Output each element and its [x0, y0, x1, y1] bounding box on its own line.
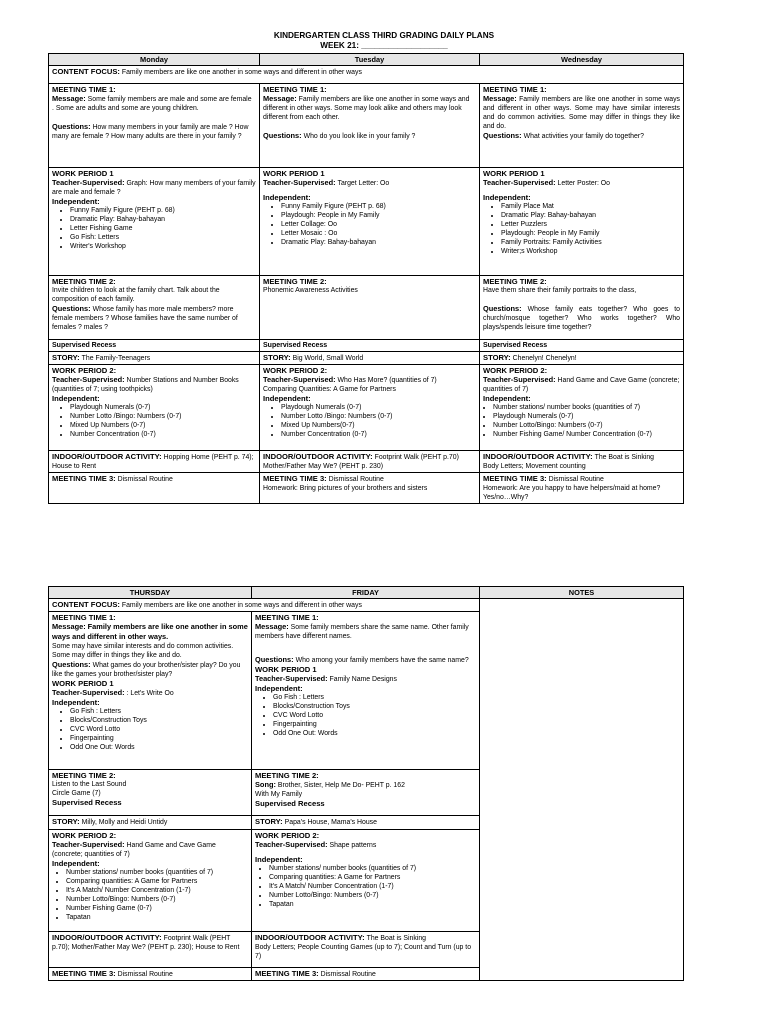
mt1-heading: MEETING TIME 1:	[263, 85, 327, 94]
wednesday-activity	[480, 451, 684, 473]
activity-text: The Boat is Sinking	[594, 454, 655, 461]
independent-label: Independent:	[483, 394, 531, 403]
activity-text: Footprint Walk (PEHT p.70) Mother/Father May We? (PEHT p. 230)	[263, 454, 459, 470]
list-item: • CVC Word Lotto	[70, 725, 248, 734]
teacher-supervised-label: Teacher-Supervised:	[483, 178, 556, 187]
teacher-supervised-label: Teacher-Supervised:	[483, 375, 556, 384]
tuesday-recess: Supervised Recess	[260, 340, 480, 352]
content-focus-label: CONTENT FOCUS:	[52, 600, 120, 609]
activity-text: The Boat is Sinking	[366, 935, 427, 942]
wp2-heading: WORK PERIOD 2:	[263, 366, 328, 375]
teacher-supervised-text: Who Has More? (quantities of 7)	[337, 377, 437, 384]
list-item: • Playdough Numerals (0-7)	[493, 412, 680, 421]
list-item: • Letter Mosaic : Oo	[281, 229, 476, 238]
independent-list	[52, 868, 248, 922]
tuesday-meeting-time-2	[260, 276, 480, 340]
content-focus-row	[49, 599, 480, 612]
wednesday-story	[480, 352, 684, 365]
independent-label: Independent:	[263, 394, 311, 403]
independent-list	[483, 202, 680, 256]
wp1-heading: WORK PERIOD 1	[483, 169, 545, 178]
teacher-supervised-label: Teacher-Supervised:	[255, 840, 328, 849]
message-label: Message:	[263, 94, 297, 103]
wednesday-work-period-1	[480, 168, 684, 276]
story-label: STORY:	[255, 817, 283, 826]
monday-meeting-time-2	[49, 276, 260, 340]
mt2-heading: MEETING TIME 2:	[483, 277, 547, 286]
questions-label: Questions:	[483, 304, 522, 313]
friday-work-period-2	[252, 830, 480, 932]
list-item: • Number stations/ number books (quantities of 7)	[66, 868, 248, 877]
list-item: • Comparing quantities: A Game for Partners	[66, 877, 248, 886]
monday-story	[49, 352, 260, 365]
independent-label: Independent:	[52, 197, 100, 206]
questions-text: Whose family has more male members? more female members ? Whose families have the same number of females ? males ?	[52, 306, 238, 331]
activity-label: INDOOR/OUTDOOR ACTIVITY:	[263, 452, 373, 461]
thursday-activity	[49, 932, 252, 968]
teacher-supervised-label: Teacher-Supervised:	[263, 375, 336, 384]
friday-meeting-time-2	[252, 770, 480, 816]
independent-label: Independent:	[255, 684, 303, 693]
activity-text: Hopping Home (PEHT p. 74); House to Rent	[52, 454, 254, 470]
list-item: • Funny Family Figure (PEHT p. 68)	[281, 202, 476, 211]
list-item: • Go Fish : Letters	[70, 707, 248, 716]
friday-activity	[252, 932, 480, 968]
homework-text: Homework: Are you happy to have helpers/maid at home? Yes/no…Why?	[483, 485, 661, 501]
mt3-label: MEETING TIME 3:	[52, 969, 116, 978]
monday-meeting-time-3	[49, 473, 260, 504]
day-header-monday: Monday	[49, 54, 260, 66]
teacher-supervised-text: Family Name Designs	[329, 676, 397, 683]
list-item: • Writer's Workshop	[70, 242, 256, 251]
content-focus-text: Family members are like one another in some ways and different in other ways	[121, 69, 362, 76]
list-item: • Letter Puzzlers	[501, 220, 680, 229]
mt2-text: Have them share their family portraits to the class,	[483, 287, 637, 294]
mt3-label: MEETING TIME 3:	[255, 969, 319, 978]
independent-list	[52, 206, 256, 251]
list-item: • Go Fish : Letters	[273, 693, 476, 702]
tuesday-meeting-time-3	[260, 473, 480, 504]
mt1-heading: MEETING TIME 1:	[483, 85, 547, 94]
list-item: • Blocks/Construction Toys	[70, 716, 248, 725]
monday-meeting-time-1	[49, 84, 260, 168]
activity-label: INDOOR/OUTDOOR ACTIVITY:	[52, 933, 162, 942]
mt2-text-2: Circle Game (7)	[52, 790, 101, 797]
friday-meeting-time-1-work-period-1	[252, 612, 480, 770]
wednesday-recess: Supervised Recess	[480, 340, 684, 352]
independent-list	[52, 707, 248, 752]
thursday-meeting-time-2	[49, 770, 252, 816]
thursday-work-period-2	[49, 830, 252, 932]
story-label: STORY:	[483, 353, 511, 362]
tuesday-story	[260, 352, 480, 365]
content-focus-label: CONTENT FOCUS:	[52, 67, 120, 76]
mt2-text: Listen to the Last Sound	[52, 781, 127, 788]
questions-label: Questions:	[483, 131, 522, 140]
list-item: • It's A Match/ Number Concentration (1-7)	[66, 886, 248, 895]
list-item: • Dramatic Play: Bahay-bahayan	[281, 238, 476, 247]
list-item: • Number Lotto /Bingo: Numbers (0-7)	[281, 412, 476, 421]
list-item: • Tapatan	[269, 900, 476, 909]
list-item: • Tapatan	[66, 913, 248, 922]
independent-list	[483, 403, 680, 439]
friday-meeting-time-3	[252, 968, 480, 981]
list-item: • Letter Collage: Oo	[281, 220, 476, 229]
questions-text: How many members in your family are male ? How many are female ? How many adults are there in your family ?	[52, 124, 249, 140]
wp1-heading: WORK PERIOD 1	[52, 679, 114, 688]
list-item: • Comparing quantities: A Game for Partners	[269, 873, 476, 882]
teacher-supervised-label: Teacher-Supervised:	[52, 688, 125, 697]
wednesday-meeting-time-3	[480, 473, 684, 504]
list-item: • Number Lotto/Bingo: Numbers (0-7)	[66, 895, 248, 904]
list-item: • Odd One Out: Words	[273, 729, 476, 738]
recess-label: Supervised Recess	[52, 798, 122, 807]
top-plan-table	[48, 53, 684, 504]
teacher-supervised-text: Target Letter: Oo	[337, 180, 390, 187]
wednesday-meeting-time-1	[480, 84, 684, 168]
bottom-plan-table	[48, 586, 684, 981]
message-label: Message:	[255, 622, 289, 631]
teacher-supervised-label: Teacher-Supervised:	[52, 178, 125, 187]
list-item: • Mixed Up Numbers (0-7)	[70, 421, 256, 430]
mt3-text: Dismissal Routine	[328, 476, 384, 483]
questions-label: Questions:	[255, 655, 294, 664]
mt3-label: MEETING TIME 3:	[483, 474, 547, 483]
wp2-heading: WORK PERIOD 2:	[52, 831, 117, 840]
wp2-heading: WORK PERIOD 2:	[52, 366, 117, 375]
teacher-supervised-text-2: Comparing Quantities: A Game for Partners	[263, 386, 396, 393]
independent-label: Independent:	[52, 859, 100, 868]
monday-recess: Supervised Recess	[49, 340, 260, 352]
homework-text: Homework: Bring pictures of your brothers and sisters	[263, 485, 428, 492]
story-label: STORY:	[52, 817, 80, 826]
activity-label: INDOOR/OUTDOOR ACTIVITY:	[52, 452, 162, 461]
list-item: • Playdough Numerals (0-7)	[70, 403, 256, 412]
message-text: Some family members share the same name. Other family members have different names.	[255, 624, 469, 640]
week-label: WEEK 21: ___________________	[320, 41, 448, 50]
monday-activity	[49, 451, 260, 473]
tuesday-work-period-2	[260, 365, 480, 451]
mt2-heading: MEETING TIME 2:	[263, 277, 327, 286]
teacher-supervised-text: Hand Game and Cave Game (concrete; quantities of 7)	[483, 377, 680, 393]
list-item: • CVC Word Lotto	[273, 711, 476, 720]
mt3-text: Dismissal Routine	[548, 476, 604, 483]
list-item: • Fingerpainting	[273, 720, 476, 729]
list-item: • Number Lotto /Bingo: Numbers (0-7)	[70, 412, 256, 421]
questions-text: What activities your family do together?	[523, 133, 644, 140]
tuesday-activity	[260, 451, 480, 473]
day-header-tuesday: Tuesday	[260, 54, 480, 66]
activity-text-2: Body Letters; Movement counting	[483, 463, 586, 470]
list-item: • Dramatic Play: Bahay-bahayan	[501, 211, 680, 220]
thursday-story	[49, 816, 252, 830]
teacher-supervised-text: : Let's Write Oo	[126, 690, 174, 697]
list-item: • It's A Match/ Number Concentration (1-7)	[269, 882, 476, 891]
mt2-text: Invite children to look at the family chart. Talk about the composition of each family.	[52, 287, 220, 303]
recess-label: Supervised Recess	[255, 799, 325, 808]
mt3-text: Dismissal Routine	[320, 971, 376, 978]
message-text: Family members are like one another in some ways and different in other ways. Some may have similar interests and do common activities. Some may differ in things they like and do.	[483, 96, 680, 130]
teacher-supervised-label: Teacher-Supervised:	[52, 375, 125, 384]
list-item: • Playdough Numerals (0-7)	[281, 403, 476, 412]
questions-text: Who among your family members have the same name?	[295, 657, 469, 664]
wp2-heading: WORK PERIOD 2:	[255, 831, 320, 840]
list-item: • Playdough: People in My Family	[281, 211, 476, 220]
message-label: Message:	[52, 622, 86, 631]
mt1-heading: MEETING TIME 1:	[52, 85, 116, 94]
list-item: • Family Place Mat	[501, 202, 680, 211]
list-item: • Family Portraits: Family Activities	[501, 238, 680, 247]
content-focus-row	[49, 66, 684, 84]
independent-list	[52, 403, 256, 439]
message-text-2: . Some are adults and some are young children.	[52, 105, 199, 112]
list-item: • Odd One Out: Words	[70, 743, 248, 752]
teacher-supervised-text: Letter Poster: Oo	[557, 180, 611, 187]
story-text: Milly, Molly and Heidi Untidy	[81, 819, 168, 826]
questions-label: Questions:	[52, 660, 91, 669]
questions-text: Whose family eats together? Who goes to church/mosque together? Who works together? Who plays/spends leisure time together?	[483, 306, 680, 331]
song-text-2: With My Family	[255, 791, 303, 798]
teacher-supervised-text: Number Stations and Number Books (quantities of 7; using toothpicks)	[52, 377, 239, 393]
message-text: Some may have similar interests and do common activities. Some may differ in things they like and do.	[52, 643, 234, 659]
mt2-text: Phonemic Awareness Activities	[263, 287, 358, 294]
mt3-label: MEETING TIME 3:	[52, 474, 116, 483]
song-text: Brother, Sister, Help Me Do- PEHT p. 162	[277, 782, 405, 789]
mt2-heading: MEETING TIME 2:	[52, 277, 116, 286]
notes-cell	[480, 599, 684, 981]
song-label: Song:	[255, 780, 276, 789]
story-text: Big World, Small World	[292, 355, 364, 362]
thursday-meeting-time-3	[49, 968, 252, 981]
wp1-heading: WORK PERIOD 1	[52, 169, 114, 178]
story-text: The Family-Teenagers	[81, 355, 151, 362]
mt2-heading: MEETING TIME 2:	[255, 771, 319, 780]
list-item: • Number stations/ number books (quantities of 7)	[269, 864, 476, 873]
content-focus-text: Family members are like one another in some ways and different in other ways	[121, 602, 362, 609]
wp2-heading: WORK PERIOD 2:	[483, 366, 548, 375]
thursday-meeting-time-1-work-period-1	[49, 612, 252, 770]
list-item: • Blocks/Construction Toys	[273, 702, 476, 711]
questions-text: What games do your brother/sister play? Do you like the games your brother/sister play?	[52, 662, 241, 678]
monday-work-period-2	[49, 365, 260, 451]
list-item: • Number Concentration (0-7)	[281, 430, 476, 439]
message-label: Message:	[52, 94, 86, 103]
notes-header: NOTES	[480, 587, 684, 599]
activity-label: INDOOR/OUTDOOR ACTIVITY:	[483, 452, 593, 461]
list-item: • Number Fishing Game/ Number Concentration (0-7)	[493, 430, 680, 439]
activity-text: Footprint Walk (PEHT p.70); Mother/Father May We? (PEHT p. 230); House to Rent	[52, 935, 240, 951]
story-label: STORY:	[263, 353, 291, 362]
day-header-friday: FRIDAY	[252, 587, 480, 599]
independent-label: Independent:	[52, 394, 100, 403]
list-item: • Go Fish: Letters	[70, 233, 256, 242]
teacher-supervised-text: Hand Game and Cave Game (concrete; quantities of 7)	[52, 842, 216, 858]
story-text: Chenelyn! Chenelyn!	[512, 355, 577, 362]
list-item: • Playdough: People in My Family	[501, 229, 680, 238]
independent-list	[263, 202, 476, 247]
message-text: Some family members are male and some are female	[87, 96, 252, 103]
activity-label: INDOOR/OUTDOOR ACTIVITY:	[255, 933, 365, 942]
teacher-supervised-label: Teacher-Supervised:	[255, 674, 328, 683]
friday-story	[252, 816, 480, 830]
list-item: • Number Fishing Game (0-7)	[66, 904, 248, 913]
list-item: • Letter Fishing Game	[70, 224, 256, 233]
mt3-label: MEETING TIME 3:	[263, 474, 327, 483]
questions-label: Questions:	[52, 122, 91, 131]
monday-work-period-1	[49, 168, 260, 276]
teacher-supervised-label: Teacher-Supervised:	[263, 178, 336, 187]
list-item: • Funny Family Figure (PEHT p. 68)	[70, 206, 256, 215]
day-header-thursday: THURSDAY	[49, 587, 252, 599]
tuesday-work-period-1	[260, 168, 480, 276]
activity-text-2: Body Letters; People Counting Games (up to 7); Count and Turn (up to 7)	[255, 944, 472, 960]
story-label: STORY:	[52, 353, 80, 362]
list-item: • Mixed Up Numbers(0-7)	[281, 421, 476, 430]
list-item: • Writer;s Workshop	[501, 247, 680, 256]
questions-text: Who do you look like in your family ?	[303, 133, 416, 140]
story-text: Papa's House, Mama's House	[284, 819, 377, 826]
independent-label: Independent:	[483, 193, 531, 202]
mt1-heading: MEETING TIME 1:	[52, 613, 116, 622]
list-item: • Fingerpainting	[70, 734, 248, 743]
independent-label: Independent:	[52, 698, 100, 707]
list-item: • Number Lotto/Bingo: Numbers (0-7)	[493, 421, 680, 430]
list-item: • Dramatic Play: Bahay-bahayan	[70, 215, 256, 224]
day-header-wednesday: Wednesday	[480, 54, 684, 66]
mt1-heading: MEETING TIME 1:	[255, 613, 319, 622]
message-text: Family members are like one another in some ways and different in other ways. Some may look alike and others may look different from each other.	[263, 96, 470, 121]
message-label: Message:	[483, 94, 517, 103]
message-bold-text: Family members are like one another in some ways and different in other ways.	[52, 622, 248, 641]
questions-label: Questions:	[263, 131, 302, 140]
mt2-heading: MEETING TIME 2:	[52, 771, 116, 780]
list-item: • Number Concentration (0-7)	[70, 430, 256, 439]
independent-list	[255, 693, 476, 738]
teacher-supervised-label: Teacher-Supervised:	[52, 840, 125, 849]
wp1-heading: WORK PERIOD 1	[255, 665, 317, 674]
list-item: • Number stations/ number books (quantities of 7)	[493, 403, 680, 412]
wednesday-meeting-time-2	[480, 276, 684, 340]
wp1-heading: WORK PERIOD 1	[263, 169, 325, 178]
tuesday-meeting-time-1	[260, 84, 480, 168]
teacher-supervised-text: Graph: How many members of your family are male and female ?	[52, 180, 256, 196]
mt3-text: Dismissal Routine	[117, 476, 173, 483]
independent-list	[263, 403, 476, 439]
page-title: KINDERGARTEN CLASS THIRD GRADING DAILY PLANS	[273, 31, 495, 40]
independent-label: Independent:	[255, 855, 303, 864]
independent-list	[255, 864, 476, 909]
independent-label: Independent:	[263, 193, 311, 202]
questions-label: Questions:	[52, 304, 91, 313]
wednesday-work-period-2	[480, 365, 684, 451]
list-item: • Number Lotto/Bingo: Numbers (0-7)	[269, 891, 476, 900]
mt3-text: Dismissal Routine	[117, 971, 173, 978]
teacher-supervised-text: Shape patterns	[329, 842, 377, 849]
